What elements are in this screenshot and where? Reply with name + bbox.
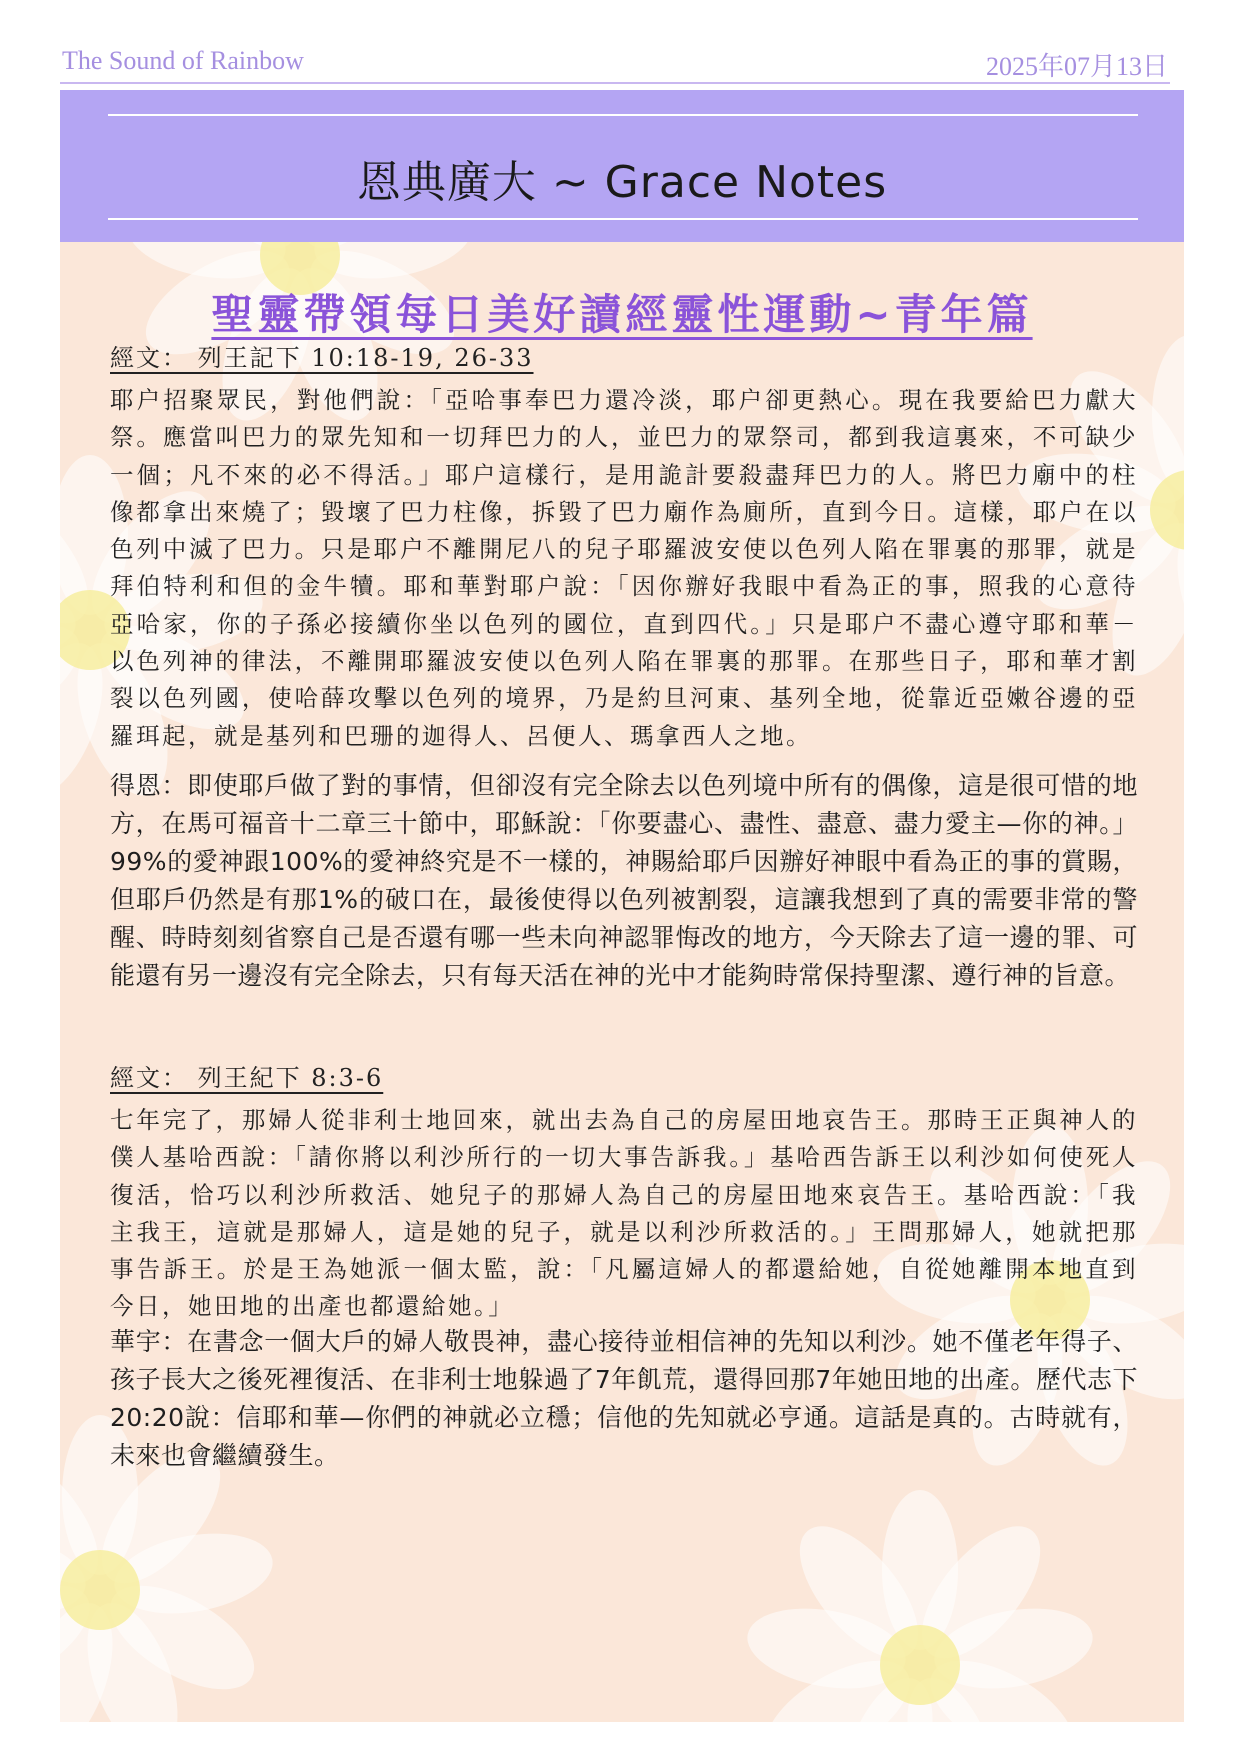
header-rule-bottom (108, 218, 1138, 220)
scripture-reference: 經文： 列王記下 10:18-19, 26-33 (110, 344, 534, 372)
top-bar (60, 42, 1170, 84)
reflection-text: 得恩：即使耶戶做了對的事情，但卻沒有完全除去以色列境中所有的偶像，這是很可惜的地方，在馬可福音十二章三十節中，耶穌說：「你要盡心、盡性、盡意、盡力愛主—你的神。」99%的愛神跟100%的愛神終究是不一樣的，神賜給耶戶因辦好神眼中看為正的事的賞賜，但耶戶仍然是有那1%的破口在，最後使得以色列被割裂，這讓我想到了真的需要非常的警醒、時時刻刻省察自己是否還有哪一些未向神認罪悔改的地方，今天除去了這一邊的罪、可能還有另一邊沒有完全除去，只有每天活在神的光中才能夠時常保持聖潔、遵行神的旨意。 (110, 771, 1138, 990)
header-rule-top (108, 114, 1138, 116)
newsletter-page (60, 90, 1184, 1722)
issue-date: 2025年07月13日 (985, 52, 1168, 81)
publication-name: The Sound of Rainbow (62, 46, 304, 75)
scripture-text: 耶户招聚眾民，對他們說：「亞哈事奉巴力還冷淡，耶户卻更熱心。現在我要給巴力獻大祭。應當叫巴力的眾先知和一切拜巴力的人，並巴力的眾祭司，都到我這裏來，不可缺少一個；凡不來的必不得活。」耶户這樣行，是用詭計要殺盡拜巴力的人。將巴力廟中的柱像都拿出來燒了；毀壞了巴力柱像，拆毀了巴力廟作為廁所，直到今日。這樣，耶户在以色列中滅了巴力。只是耶户不離開尼八的兒子耶羅波安使以色列人陷在罪裏的那罪，就是拜伯特利和但的金牛犢。耶和華對耶户說：「因你辦好我眼中看為正的事，照我的心意待亞哈家，你的子孫必接續你坐以色列的國位，直到四代。」只是耶户不盡心遵守耶和華－以色列神的律法，不離開耶羅波安使以色列人陷在罪裏的那罪。在那些日子，耶和華才割裂以色列國，使哈薛攻擊以色列的境界，乃是約旦河東、基列全地，從靠近亞嫩谷邊的亞羅珥起，就是基列和巴珊的迦得人、呂便人、瑪拿西人之地。 (110, 386, 1138, 750)
reflection-text: 華宇：在書念一個大戶的婦人敬畏神，盡心接待並相信神的先知以利沙。她不僅老年得子、孩子長大之後死裡復活、在非利士地躲過了7年飢荒，還得回那7年她田地的出產。歷代志下20:20說：信耶和華—你們的神就必立穩；信他的先知就必亨通。這話是真的。古時就有，未來也會繼續發生。 (110, 1327, 1138, 1470)
daisy-flower (741, 1490, 1099, 1722)
subtitle: 聖靈帶領每日美好讀經靈性運動~青年篇 (211, 290, 1033, 339)
page-title: 恩典廣大 ~ Grace Notes (356, 157, 888, 208)
scripture-reference: 經文： 列王紀下 8:3-6 (110, 1064, 384, 1092)
header-banner (60, 90, 1184, 242)
scripture-text: 七年完了，那婦人從非利士地回來，就出去為自己的房屋田地哀告王。那時王正與神人的僕人基哈西說：「請你將以利沙所行的一切大事告訴我。」基哈西告訴王以利沙如何使死人復活，恰巧以利沙所救活、她兒子的那婦人為自己的房屋田地來哀告王。基哈西說：「我主我王，這就是那婦人，這是她的兒子，就是以利沙所救活的。」王問那婦人，她就把那事告訴王。於是王為她派一個太監，說：「凡屬這婦人的都還給她，自從她離開本地直到今日，她田地的出產也都還給她。」 (110, 1106, 1138, 1321)
